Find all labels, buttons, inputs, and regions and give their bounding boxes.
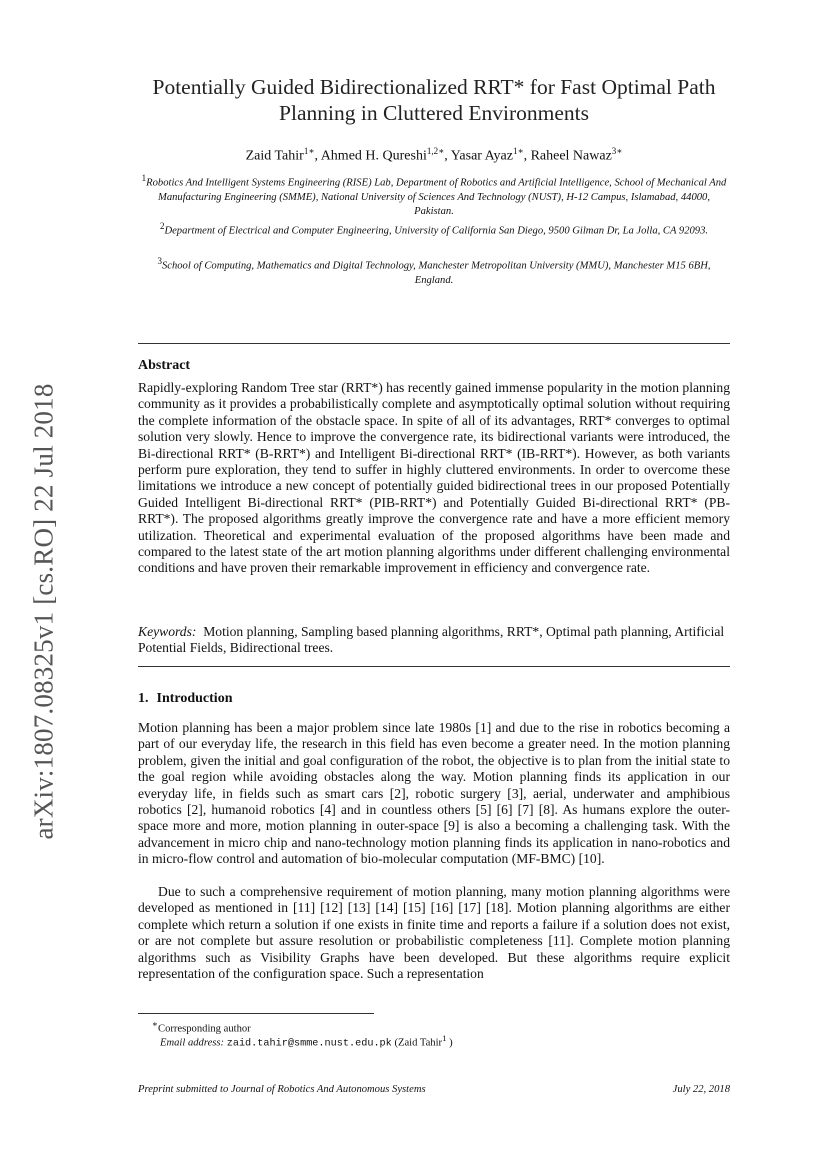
author-mark: 1∗ xyxy=(512,146,524,156)
section-heading xyxy=(138,691,240,707)
affiliation-mark: 2 xyxy=(159,221,165,231)
keywords-label: Keywords: xyxy=(138,624,197,639)
abstract-top-rule xyxy=(138,343,730,344)
affiliation-mark: 1 xyxy=(141,173,147,183)
title-line-1: Potentially Guided Bidirectionalized RRT* for Fast Optimal Path xyxy=(152,75,716,99)
affiliation-text: Department of Electrical and Computer Engineering, University of California San Diego, 9500 Gilman Dr, La Jolla, CA 92093. xyxy=(164,225,709,237)
author-name: Raheel Nawaz xyxy=(530,148,612,164)
footnote-corresponding-text: Corresponding author xyxy=(158,1023,251,1035)
footnote-rule xyxy=(138,1013,374,1014)
author-name: Ahmed H. Qureshi xyxy=(320,148,427,164)
affiliation-mark: 3 xyxy=(157,256,162,266)
body-paragraph: Motion planning has been a major problem since late 1980s [1] and due to the rise in robotics becoming a part of our everyday life, the research in this field has even become a greater need. In the motion planning problem, given the initial and goal configuration of the robot, the objective is to plan from the initial state to the goal region while avoiding obstacles along the way. Motion planning finds its application in our everyday life, in fields such as smart cars [2], robotic surgery [3], aerial, underwater and amphibious robotics [2], humanoid robotics [4] and in countless others [5] [6] [7] [8]. As humans explore the outer-space more and more, motion planning in outer-space [9] is also a becoming a challenging task. With the advancement in micro chip and nano-technology motion planning finds its application in nano-robotics and in micro-flow control and automation of bio-molecular computation (MF-BMC) [10]. xyxy=(138,720,730,867)
abstract-heading: Abstract xyxy=(138,358,191,373)
keywords xyxy=(138,624,730,657)
title-line-2: Planning in Cluttered Environments xyxy=(279,101,589,125)
email-close: ) xyxy=(449,1037,453,1049)
abstract-text: Rapidly-exploring Random Tree star (RRT*) has recently gained immense popularity in the motion planning community as it provides a probabilistically complete and asymptotically optimal solution without requiring the complete information of the obstacle space. In spite of all of its advantages, RRT* converges to optimal solution very slowly. Hence to improve the convergence rate, its bidirectional variants were introduced, the Bi-directional RRT* (B-RRT*) and Intelligent Bi-directional RRT* (IB-RRT*). However, as both variants perform pure exploration, they tend to suffer in highly cluttered environments. In order to overcome these limitations we introduce a new concept of potentially guided bidirectional trees in our proposed Potentially Guided Intelligent Bi-directional RRT* (PIB-RRT*) and Potentially Guided Bi-directional RRT* (PB-RRT*). The proposed algorithms greatly improve the convergence rate and have a more efficient memory utilization. Theoretical and experimental evaluation of the proposed algorithms have been made and compared to the latest state of the art motion planning algorithms under different challenging environmental conditions and have proven their remarkable improvement in efficiency and convergence rate. xyxy=(138,380,730,576)
footer-journal: Preprint submitted to Journal of Robotics And Autonomous Systems xyxy=(138,1084,426,1095)
arxiv-identifier: arXiv:1807.08325v1 [cs.RO] 22 Jul 2018 xyxy=(28,383,59,840)
author-mark: 1,2∗ xyxy=(426,146,445,156)
affiliation xyxy=(138,219,730,239)
affiliation-text: School of Computing, Mathematics and Digital Technology, Manchester Metropolitan University (MMU), Manchester M15 6BH, England. xyxy=(161,260,711,286)
abstract-bottom-rule xyxy=(138,666,730,667)
author-mark: 1∗ xyxy=(303,146,315,156)
affiliation xyxy=(138,171,730,219)
paper-title xyxy=(138,74,730,126)
affiliation xyxy=(138,254,730,288)
email-owner-mark: 1 xyxy=(442,1033,447,1043)
body-paragraph: Due to such a comprehensive requirement of motion planning, many motion planning algorithms were developed as mentioned in [11] [12] [13] [14] [15] [16] [17] [18]. Motion planning algorithms are either complete which return a solution if one exists in finite time and reports a failure if a solution does not exist, or are not complete but assure resolution or probabilistic completeness [11]. Complete motion planning algorithms such as Visibility Graphs have been developed. But these algorithms require explicit representation of the configuration space. Such a representation xyxy=(138,884,730,982)
author-name: Yasar Ayaz xyxy=(450,148,513,164)
author-name: Zaid Tahir xyxy=(245,148,304,164)
section-title: Introduction xyxy=(156,691,233,706)
footnote-email xyxy=(138,1031,752,1052)
email-owner: (Zaid Tahir xyxy=(394,1037,443,1049)
footer-date: July 22, 2018 xyxy=(672,1084,730,1095)
author-list: Zaid Tahir$^{1∗}$, Ahmed H. Qureshi$^{1,2∗}$, Yasar Ayaz$^{1∗}$, Raheel Nawaz$^{3∗}$ xyxy=(245,146,623,164)
email-address[interactable]: zaid.tahir@smme.nust.edu.pk xyxy=(226,1038,392,1050)
section-number: 1. xyxy=(138,691,149,706)
footnote-mark: ∗ xyxy=(152,1019,159,1029)
author-mark: 3∗ xyxy=(611,146,623,156)
affiliation-text: Robotics And Intelligent Systems Engineering (RISE) Lab, Department of Robotics and Artificial Intelligence, School of Mechanical And Manufacturing Engineering (SMME), National University of Sciences And Technology (NUST), H-12 Campus, Islamabad, 44000, Pakistan. xyxy=(146,177,727,217)
keywords-text: Motion planning, Sampling based planning algorithms, RRT*, Optimal path planning, Artificial Potential Fields, Bidirectional trees. xyxy=(138,624,725,656)
email-label: Email address: xyxy=(160,1037,225,1049)
